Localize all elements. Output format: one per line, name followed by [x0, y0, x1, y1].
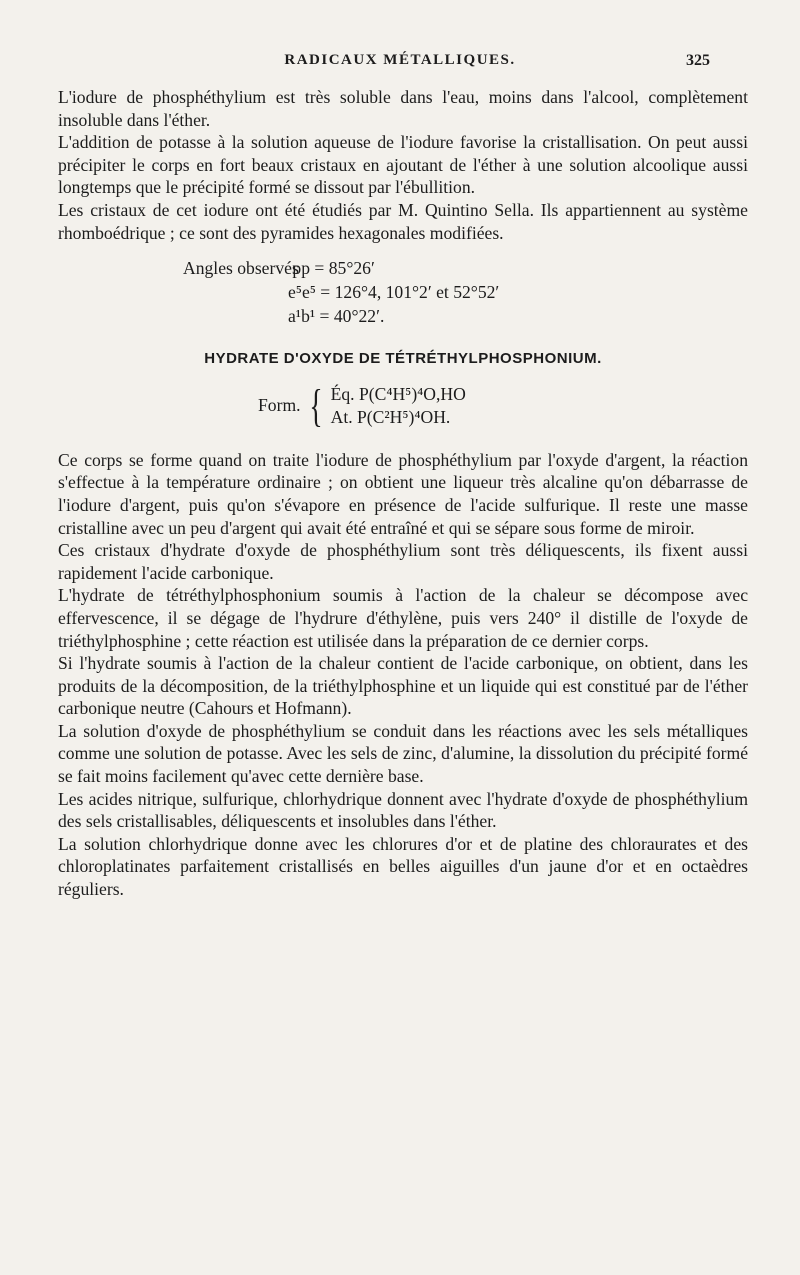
angles-block	[183, 256, 748, 328]
running-head: RADICAUX MÉTALLIQUES.	[284, 52, 516, 68]
paragraph: Les acides nitrique, sulfurique, chlorhydrique donnent avec l'hydrate d'oxyde de phosphéthylium des sels cristallisables, déliquescents et insolubles dans l'éther.	[58, 788, 748, 832]
paragraph: Les cristaux de cet iodure ont été étudiés par M. Quintino Sella. Ils appartiennent au système rhomboédrique ; ce sont des pyramides hexagonales modifiées.	[58, 199, 748, 243]
formula-atomic: At. P(C²H⁵)⁴OH.	[330, 406, 451, 427]
paragraph: Si l'hydrate soumis à l'action de la chaleur contient de l'acide carbonique, on obtient, dans les produits de la décomposition, de la triéthylphosphine et un liquide qui est constitué par de l'éther carbonique neutre (Cahours et Hofmann).	[58, 653, 748, 719]
formula-label: Form.	[258, 395, 301, 416]
paragraph: La solution chlorhydrique donne avec les chlorures d'or et de platine des chloraurates et des chloroplatinates parfaitement cristallisés en belles aiguilles d'un jaune d'or et en octaèdres réguliers.	[58, 833, 748, 900]
paragraph: La solution d'oxyde de phosphéthylium se conduit dans les réactions avec les sels métalliques comme une solution de potasse. Avec les sels de zinc, d'alumine, la dissolution du précipité formé se fait moins facilement qu'avec cette dernière base.	[58, 720, 748, 787]
angles-label: Angles observés	[183, 258, 299, 279]
angle-line: pp = 85°26′	[292, 258, 375, 279]
paragraph: L'addition de potasse à la solution aqueuse de l'iodure favorise la cristallisation. On peut aussi précipiter le corps en fort beaux cristaux en ajoutant de l'éther à une solution alcoolique aussi longtemps que le précipité formé se dissout par l'ébullition.	[58, 132, 748, 198]
body-text	[58, 86, 748, 901]
formula-equivalent: Éq. P(C⁴H⁵)⁴O,HO	[330, 383, 466, 404]
paragraph: L'iodure de phosphéthylium est très soluble dans l'eau, moins dans l'alcool, complètement insoluble dans l'éther.	[58, 87, 748, 130]
paragraph: Ce corps se forme quand on traite l'iodure de phosphéthylium par l'oxyde d'argent, la réaction s'effectue à la température ordinaire ; on obtient une liqueur très alcaline qu'on débarrasse de l'iodure d'argent, puis qu'on s'évapore en présence de l'acide sulfurique. Il reste une masse cristalline avec un peu d'argent qui avait été entraîné et qui se sépare sous forme de miroir.	[58, 449, 748, 538]
page-number: 325	[686, 52, 710, 69]
angle-line: a¹b¹ = 40°22′.	[288, 306, 385, 327]
paragraph: Ces cristaux d'hydrate d'oxyde de phosphéthylium sont très déliquescents, ils fixent aussi rapidement l'acide carbonique.	[58, 540, 748, 583]
page-header	[0, 52, 800, 76]
section-title: HYDRATE D'OXYDE DE TÉTRÉTHYLPHOSPHONIUM.	[204, 350, 602, 368]
formula-block	[258, 379, 748, 431]
angle-line: e⁵e⁵ = 126°4, 101°2′ et 52°52′	[288, 282, 500, 303]
paragraph: L'hydrate de tétréthylphosphonium soumis à l'action de la chaleur se décompose avec effervescence, il se dégage de l'hydrure d'éthylène, puis vers 240° il distille de l'oxyde de triéthylphosphine ; cette réaction est utilisée dans la préparation de ce dernier corps.	[58, 585, 748, 651]
brace-icon: {	[308, 379, 323, 431]
